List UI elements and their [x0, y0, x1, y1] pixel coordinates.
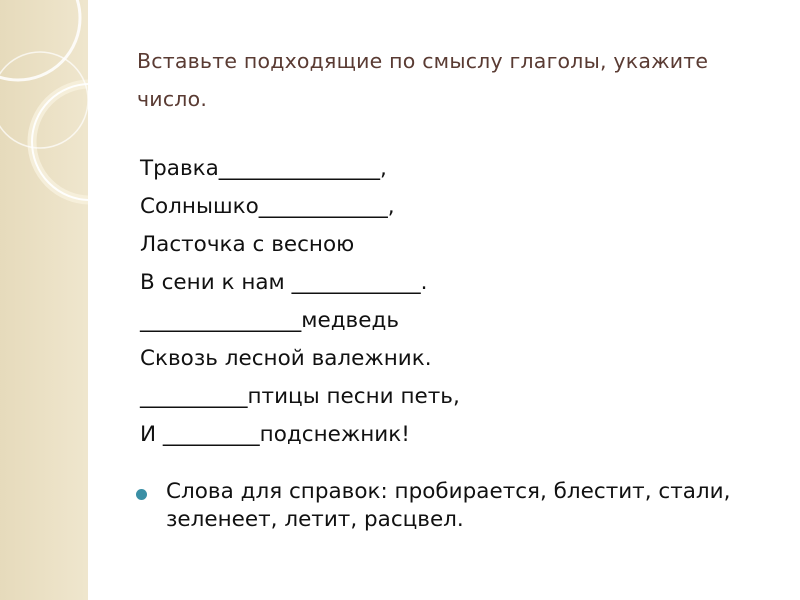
hint-block	[136, 478, 786, 534]
bullet-icon	[136, 489, 147, 500]
poem-line-2: Солнышко____________,	[140, 194, 395, 219]
poem-line-4: В сени к нам ____________.	[140, 270, 428, 295]
reference-words-text: Слова для справок: пробирается, блестит, стали, зеленеет, летит, расцвел.	[166, 479, 731, 532]
decorative-side-band	[0, 0, 88, 600]
poem-line-8: И _________подснежник!	[140, 422, 410, 447]
poem-block	[140, 150, 700, 454]
poem-line-6: Сквозь лесной валежник.	[140, 346, 432, 371]
poem-line-7: __________птицы песни петь,	[140, 384, 460, 409]
poem-line-3: Ласточка с весною	[140, 232, 355, 257]
poem-line-1: Травка_______________,	[140, 156, 387, 181]
decorative-rings-graphic	[0, 0, 88, 600]
poem-line-5: _______________медведь	[140, 308, 399, 333]
slide-title: Вставьте подходящие по смыслу глаголы, укажите число.	[137, 49, 709, 111]
